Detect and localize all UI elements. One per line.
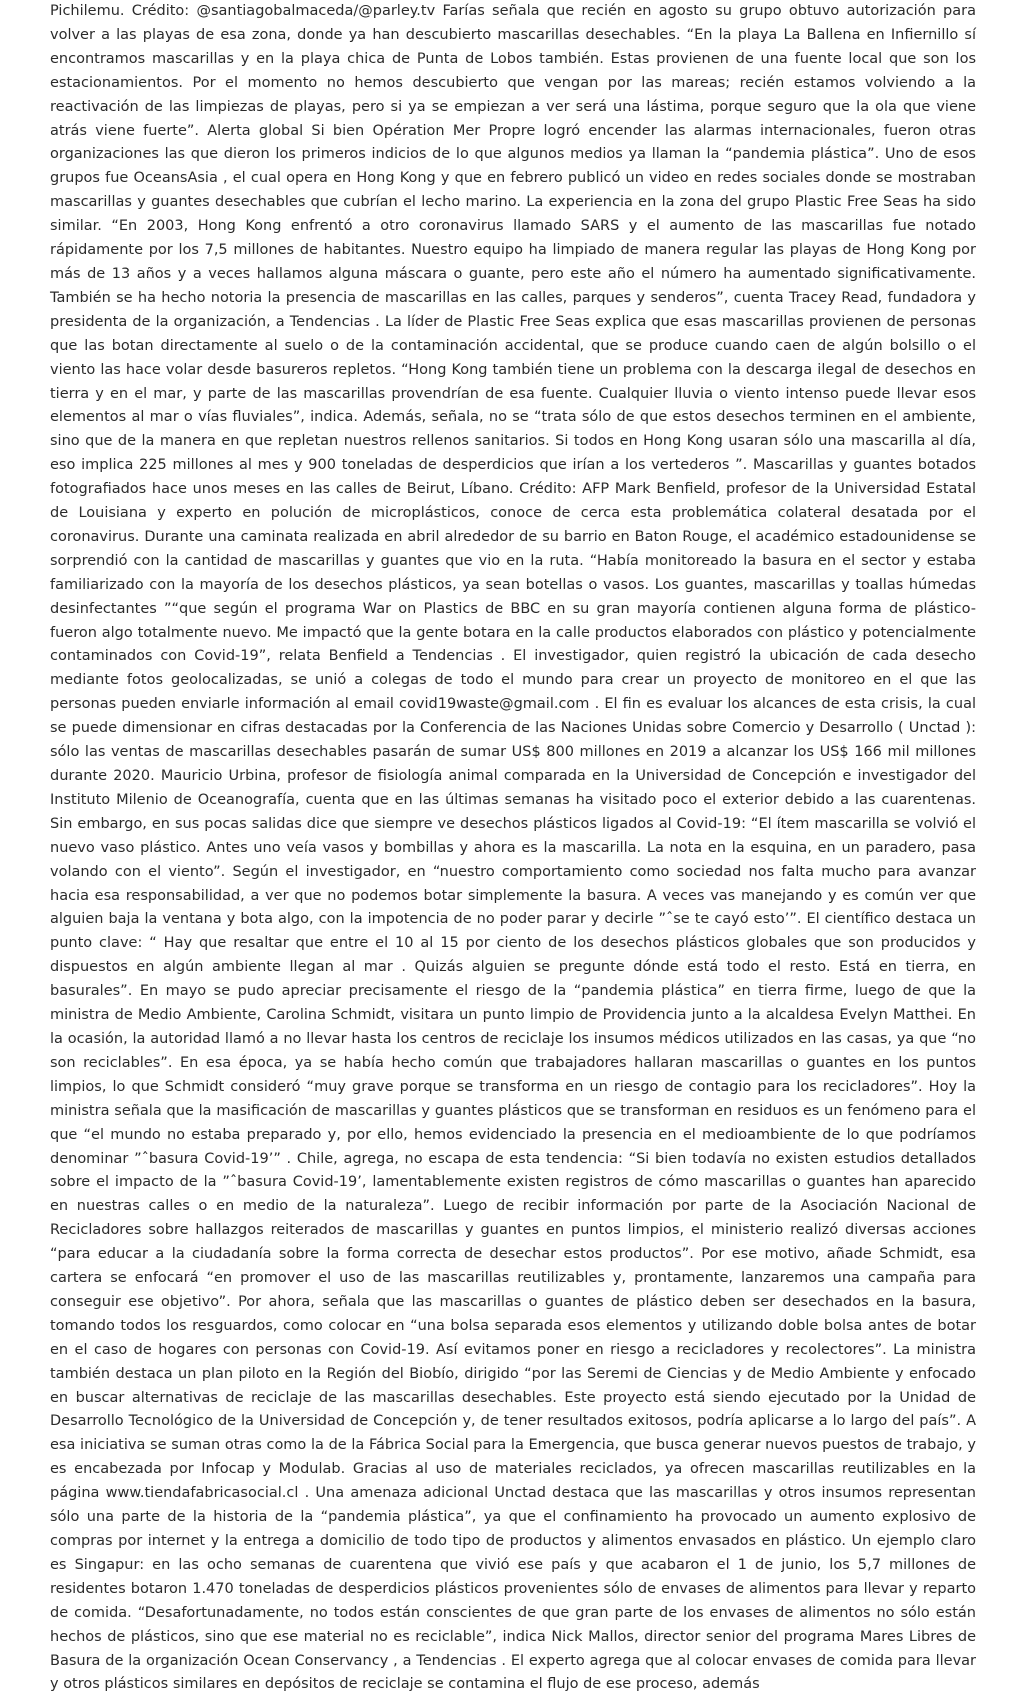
article-body-text: Pichilemu. Crédito: @santiagobalmaceda/@parley.tv Farías señala que recién en agosto su grupo obtuvo autorización para volver a las playas de esa zona, donde ya han descubierto mascarillas desechables. “En la playa La Ballena en Infiernillo sí encontramos mascarillas y en la playa chica de Punta de Lobos también. Estas provienen de una fuente local que son los estacionamientos. Por el momento no hemos descubierto que vengan por las mareas; recién estamos volviendo a la reactivación de las limpiezas de playas, pero si ya se empiezan a ver será una lástima, porque seguro que la ola que viene atrás viene fuerte”. Alerta global Si bien Opération Mer Propre logró encender las alarmas internacionales, fueron otras organizaciones las que dieron los primeros indicios de lo que algunos medios ya llaman la “pandemia plástica”. Uno de esos grupos fue OceansAsia , el cual opera en Hong Kong y que en febrero publicó un video en redes sociales donde se mostraban mascarillas y guantes desechables que cubrían el lecho marino. La experiencia en la zona del grupo Plastic Free Seas ha sido similar. “En 2003, Hong Kong enfrentó a otro coronavirus llamado SARS y el aumento de las mascarillas fue notado rápidamente por los 7,5 millones de habitantes. Nuestro equipo ha limpiado de manera regular las playas de Hong Kong por más de 13 años y a veces hallamos alguna máscara o guante, pero este año el número ha aumentado significativamente. También se ha hecho notoria la presencia de mascarillas en las calles, parques y senderos”, cuenta Tracey Read, fundadora y presidenta de la organización, a Tendencias . La líder de Plastic Free Seas explica que esas mascarillas provienen de personas que las botan directamente al suelo o de la contaminación accidental, que se produce cuando caen de algún bolsillo o el viento las hace volar desde basureros repletos. “Hong Kong también tiene un problema con la descarga ilegal de desechos en tierra y en el mar, y parte de las mascarillas provendrían de esa fuente. Cualquier lluvia o viento intenso puede llevar esos elementos al mar o vías fluviales”, indica. Además, señala, no se “trata sólo de que estos desechos terminen en el ambiente, sino que de la manera en que repletan nuestros rellenos sanitarios. Si todos en Hong Kong usaran sólo una mascarilla al día, eso implica 225 millones al mes y 900 toneladas de desperdicios que irían a los vertederos ”. Mascarillas y guantes botados fotografiados hace unos meses en las calles de Beirut, Líbano. Crédito: AFP Mark Benfield, profesor de la Universidad Estatal de Louisiana y experto en polución de microplásticos, conoce de cerca esta problemática colateral desatada por el coronavirus. Durante una caminata realizada en abril alrededor de su barrio en Baton Rouge, el académico estadounidense se sorprendió con la cantidad de mascarillas y guantes que vio en la ruta. “Había monitoreado la basura en el sector y estaba familiarizado con la mayoría de los desechos plásticos, ya sean botellas o vasos. Los guantes, mascarillas y toallas húmedas desinfectantes ”“que según el programa War on Plastics de BBC en su gran mayoría contienen alguna forma de plástico- fueron algo totalmente nuevo. Me impactó que la gente botara en la calle productos elaborados con plástico y potencialmente contaminados con Covid-19”, relata Benfield a Tendencias . El investigador, quien registró la ubicación de cada desecho mediante fotos geolocalizadas, se unió a colegas de todo el mundo para crear un proyecto de monitoreo en el que las personas pueden enviarle información al email covid19waste@gmail.com . El fin es evaluar los alcances de esta crisis, la cual se puede dimensionar en cifras destacadas por la Conferencia de las Naciones Unidas sobre Comercio y Desarrollo ( Unctad ): sólo las ventas de mascarillas desechables pasarán de sumar US$ 800 millones en 2019 a alcanzar los US$ 166 mil millones durante 2020. Mauricio Urbina, profesor de fisiología animal comparada en la Universidad de Concepción e investigador del Instituto Milenio de Oceanografía, cuenta que en las últimas semanas ha visitado poco el exterior debido a las cuarentenas. Sin embargo, en sus pocas salidas dice que siempre ve desechos plásticos ligados al Covid-19: “El ítem mascarilla se volvió el nuevo vaso plástico. Antes uno veía vasos y bombillas y ahora es la mascarilla. La nota en la esquina, en un paradero, pasa volando con el viento”. Según el investigador, en “nuestro comportamiento como sociedad nos falta mucho para avanzar hacia esa responsabilidad, a ver que no podemos botar simplemente la basura. A veces vas manejando y es común ver que alguien baja la ventana y bota algo, con la impotencia de no poder parar y decirle ”ˆse te cayó esto’”. El científico destaca un punto clave: “ Hay que resaltar que entre el 10 al 15 por ciento de los desechos plásticos globales que son producidos y dispuestos en algún ambiente llegan al mar . Quizás alguien se pregunte dónde está todo el resto. Está en tierra, en basurales”. En mayo se pudo apreciar precisamente el riesgo de la “pandemia plástica” en tierra firme, luego de que la ministra de Medio Ambiente, Carolina Schmidt, visitara un punto limpio de Providencia junto a la alcaldesa Evelyn Matthei. En la ocasión, la autoridad llamó a no llevar hasta los centros de reciclaje los insumos médicos utilizados en las casas, ya que “no son reciclables”. En esa época, ya se había hecho común que trabajadores hallaran mascarillas o guantes en los puntos limpios, lo que Schmidt consideró “muy grave porque se transforma en un riesgo de contagio para los recicladores”. Hoy la ministra señala que la masificación de mascarillas y guantes plásticos que se transforman en residuos es un fenómeno para el que “el mundo no estaba preparado y, por ello, hemos evidenciado la presencia en el medioambiente de lo que podríamos denominar ”ˆbasura Covid-19’” . Chile, agrega, no escapa de esta tendencia: “Si bien todavía no existen estudios detallados sobre el impacto de la ”ˆbasura Covid-19’, lamentablemente existen registros de cómo mascarillas o guantes han aparecido en nuestras calles o en medio de la naturaleza”. Luego de recibir información por parte de la Asociación Nacional de Recicladores sobre hallazgos reiterados de mascarillas y guantes en puntos limpios, el ministerio realizó diversas acciones “para educar a la ciudadanía sobre la forma correcta de desechar estos productos”. Por ese motivo, añade Schmidt, esa cartera se enfocará “en promover el uso de las mascarillas reutilizables y, prontamente, lanzaremos una campaña para conseguir ese objetivo”. Por ahora, señala que las mascarillas o guantes de plástico deben ser desechados en la basura, tomando todos los resguardos, como colocar en “una bolsa separada esos elementos y utilizando doble bolsa antes de botar en el caso de hogares con personas con Covid-19. Así evitamos poner en riesgo a recicladores y recolectores”. La ministra también destaca un plan piloto en la Región del Biobío, dirigido “por las Seremi de Ciencias y de Medio Ambiente y enfocado en buscar alternativas de reciclaje de las mascarillas desechables. Este proyecto está siendo ejecutado por la Unidad de Desarrollo Tecnológico de la Universidad de Concepción y, de tener resultados exitosos, podría aplicarse a lo largo del país”. A esa iniciativa se suman otras como la de la Fábrica Social para la Emergencia, que busca generar nuevos puestos de trabajo, y es encabezada por Infocap y Modulab. Gracias al uso de materiales reciclados, ya ofrecen mascarillas reutilizables en la página www.tiendafabricasocial.cl . Una amenaza adicional Unctad destaca que las mascarillas y otros insumos representan sólo una parte de la historia de la “pandemia plástica”, ya que el confinamiento ha provocado un aumento explosivo de compras por internet y la entrega a domicilio de todo tipo de productos y alimentos envasados en plástico. Un ejemplo claro es Singapur: en las ocho semanas de cuarentena que vivió ese país y que acabaron el 1 de junio, los 5,7 millones de residentes botaron 1.470 toneladas de desperdicios plásticos provenientes sólo de envases de alimentos para llevar y reparto de comida. “Desafortunadamente, no todos están conscientes de que gran parte de los envases de alimentos no sólo están hechos de plásticos, sino que ese material no es reciclable”, indica Nick Mallos, director senior del programa Mares Libres de Basura de la organización Ocean Conservancy , a Tendencias . El experto agrega que al colocar envases de comida para llevar y otros plásticos similares en depósitos de reciclaje se contamina el flujo de ese proceso, además <box>50 3 976 1693</box>
